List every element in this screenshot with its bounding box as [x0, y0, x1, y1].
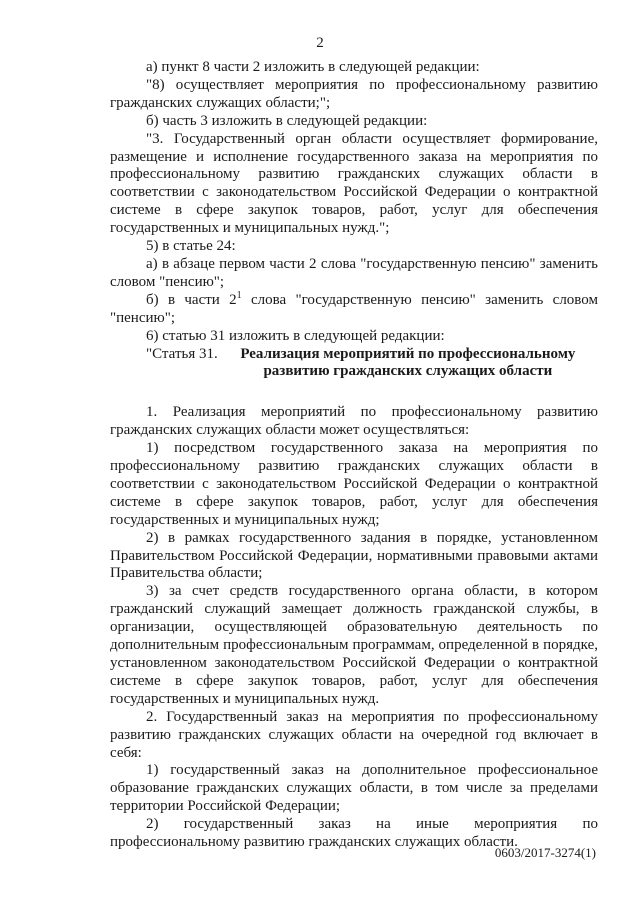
paragraph-point-8-text: "8) осуществляет мероприятия по профессиональному развитию гражданских служащих области;";: [110, 76, 598, 111]
section-2-item-2: 2) государственный заказ на иные мероприятия по профессиональному развитию гражданских служащих области.: [110, 816, 598, 851]
paragraph-part-3-text: "3. Государственный орган области осуществляет формирование, размещение и исполнение государственного заказа на мероприятия по профессиональному развитию гражданских служащих области в соответствии с законодательством Российской Федерации о контрактной системе в сфере закупок товаров, работ, услуг для обеспечения государственных и муниципальных нужд.";: [110, 130, 598, 237]
section-1-item-3: 3) за счет средств государственного органа области, в котором гражданский служащий замещает должность гражданской службы, в организации, осуществляющей образовательную деятельность по дополнительным профессиональным программам, определенной в порядке, установленном законодательством Российской Федерации о контрактной системе в сфере закупок товаров, работ, услуг для обеспечения государственных и муниципальных нужд.: [110, 583, 598, 707]
section-2: 2. Государственный заказ на мероприятия по профессиональному развитию гражданских служащих области на очередной год включает в себя:: [110, 708, 598, 761]
section-2-item-1: 1) государственный заказ на дополнительное профессиональное образование гражданских служащих области, в том числе за пределами территории Российской Федерации;: [110, 762, 598, 815]
superscript-index: 1: [236, 289, 242, 301]
page-number: 2: [316, 35, 324, 51]
paragraph-article-24-b: [110, 289, 598, 328]
paragraph-article-24-b-end: слова "государственную пенсию" заменить словом "пенсию";: [110, 291, 598, 326]
section-1: 1. Реализация мероприятий по профессиональному развитию гражданских служащих области может осуществляться:: [110, 404, 598, 439]
article-label: "Статья 31.: [146, 345, 218, 362]
article-title: Реализация мероприятий по профессиональному развитию гражданских служащих области: [240, 345, 576, 380]
document-body: [110, 59, 598, 852]
section-1-item-2: 2) в рамках государственного задания в порядке, установленном Правительством Российской Федерации, нормативными правовыми актами Правительства области;: [110, 529, 598, 582]
spacer: [110, 381, 598, 404]
paragraph-article-24-b-start: б) в части 2: [146, 291, 237, 308]
document-code: 0603/2017-3274(1): [494, 845, 596, 860]
section-1-item-1: 1) посредством государственного заказа на мероприятия по профессиональному развитию гражданских служащих области в соответствии с законодательством Российской Федерации о контрактной системе в сфере закупок товаров, работ, услуг для обеспечения государственных и муниципальных нужд;: [110, 440, 598, 528]
paragraph-a-point-8: а) пункт 8 части 2 изложить в следующей редакции:: [146, 59, 480, 75]
paragraph-article-24: 5) в статье 24:: [146, 238, 236, 255]
paragraph-b-part-3: б) часть 3 изложить в следующей редакции:: [146, 112, 428, 129]
paragraph-article-31: 6) статью 31 изложить в следующей редакции:: [146, 327, 445, 344]
paragraph-article-24-a: а) в абзаце первом части 2 слова "государственную пенсию" заменить словом "пенсию";: [110, 255, 598, 290]
article-heading: [110, 346, 598, 382]
